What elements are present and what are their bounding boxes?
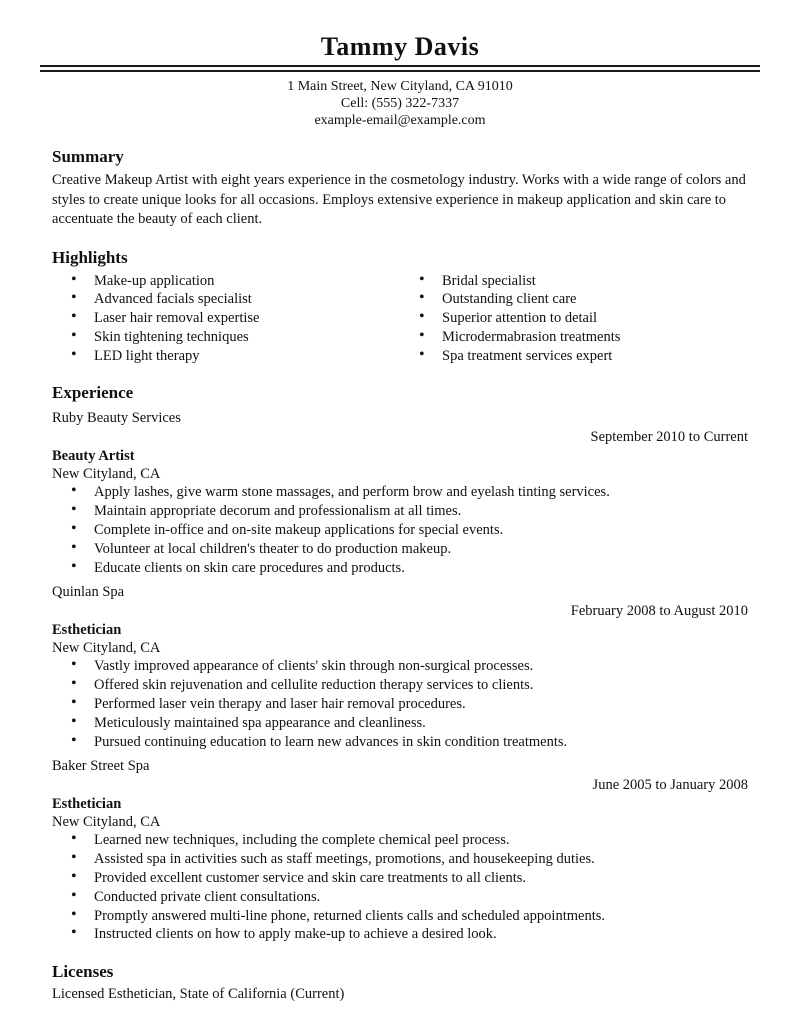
job-bullet: • Complete in-office and on-site makeup applications for special events. — [52, 521, 748, 540]
job-bullet: • Vastly improved appearance of clients' skin through non-surgical processes. — [52, 657, 748, 676]
job-company: Quinlan Spa — [52, 584, 125, 601]
job-bullet: • Conducted private client consultations. — [52, 888, 748, 907]
experience-heading: Experience — [52, 383, 134, 403]
job-bullet: • Performed laser vein therapy and laser hair removal procedures. — [52, 695, 748, 714]
job-bullet: • Instructed clients on how to apply make-up to achieve a desired look. — [52, 925, 748, 944]
highlights-heading: Highlights — [52, 247, 128, 267]
job-title: Beauty Artist — [52, 448, 135, 465]
highlight-item: • Make-up application — [52, 272, 400, 291]
highlight-item: • Superior attention to detail — [400, 309, 748, 328]
highlight-item: • Laser hair removal expertise — [52, 309, 400, 328]
highlight-item: • Bridal specialist — [400, 272, 748, 291]
summary-heading: Summary — [52, 147, 124, 166]
job-entry — [52, 757, 748, 944]
job-bullet: • Educate clients on skin care procedures and products. — [52, 559, 748, 578]
job-title: Esthetician — [52, 622, 122, 639]
section-experience — [52, 382, 748, 944]
job-bullet: • Meticulously maintained spa appearance and cleanliness. — [52, 714, 748, 733]
highlight-item: • Skin tightening techniques — [52, 328, 400, 347]
highlight-item: • Advanced facials specialist — [52, 290, 400, 309]
job-dates: September 2010 to Current — [590, 429, 748, 446]
job-bullet: • Pursued continuing education to learn new advances in skin condition treatments. — [52, 733, 748, 752]
highlight-item: • LED light therapy — [52, 347, 400, 366]
resume-name: Tammy Davis — [320, 32, 480, 61]
job-bullet-list — [52, 483, 748, 577]
contact-email: example-email@example.com — [314, 113, 486, 128]
contact-phone: Cell: (555) 322-7337 — [340, 96, 460, 111]
job-entry — [52, 409, 748, 577]
job-dates: February 2008 to August 2010 — [570, 603, 748, 620]
job-company: Baker Street Spa — [52, 758, 150, 775]
job-bullet: • Provided excellent customer service and skin care treatments to all clients. — [52, 869, 748, 888]
resume-header — [0, 32, 800, 129]
job-bullet: • Promptly answered multi-line phone, returned clients calls and scheduled appointments. — [52, 907, 748, 926]
job-bullet-list — [52, 831, 748, 944]
job-bullet: • Learned new techniques, including the complete chemical peel process. — [52, 831, 748, 850]
summary-text: Creative Makeup Artist with eight years experience in the cosmetology industry. Works with a wide range of colors and styles to create unique looks for all occasions. Employs extensive experience in makeup application and skin care to accentuate the beauty of each client. — [52, 172, 746, 227]
job-bullet-list — [52, 657, 748, 751]
section-highlights — [52, 247, 748, 366]
highlight-item: • Microdermabrasion treatments — [400, 328, 748, 347]
job-location: New Cityland, CA — [52, 466, 161, 483]
job-bullet: • Apply lashes, give warm stone massages, and perform brow and eyelash tinting services. — [52, 483, 748, 502]
section-summary — [52, 146, 748, 230]
job-bullet: • Offered skin rejuvenation and cellulite reduction therapy services to clients. — [52, 676, 748, 695]
job-entry — [52, 583, 748, 751]
contact-address: 1 Main Street, New Cityland, CA 91010 — [287, 79, 513, 94]
highlight-item: • Spa treatment services expert — [400, 347, 748, 366]
job-company: Ruby Beauty Services — [52, 410, 181, 427]
highlights-columns — [52, 272, 748, 366]
job-location: New Cityland, CA — [52, 640, 161, 657]
job-title: Esthetician — [52, 796, 122, 813]
licenses-text: Licensed Esthetician, State of California (Current) — [52, 986, 345, 1003]
licenses-heading: Licenses — [52, 962, 114, 982]
job-bullet: • Volunteer at local children's theater to do production makeup. — [52, 540, 748, 559]
contact-block — [0, 78, 800, 129]
section-licenses — [52, 961, 748, 1004]
job-dates: June 2005 to January 2008 — [592, 777, 748, 794]
highlight-item: • Outstanding client care — [400, 290, 748, 309]
highlights-right-column — [400, 272, 748, 366]
header-double-rule — [40, 65, 760, 72]
job-bullet: • Assisted spa in activities such as staff meetings, promotions, and housekeeping duties. — [52, 850, 748, 869]
resume-content — [52, 146, 748, 1004]
highlights-left-column — [52, 272, 400, 366]
job-location: New Cityland, CA — [52, 814, 161, 831]
job-bullet: • Maintain appropriate decorum and professionalism at all times. — [52, 502, 748, 521]
